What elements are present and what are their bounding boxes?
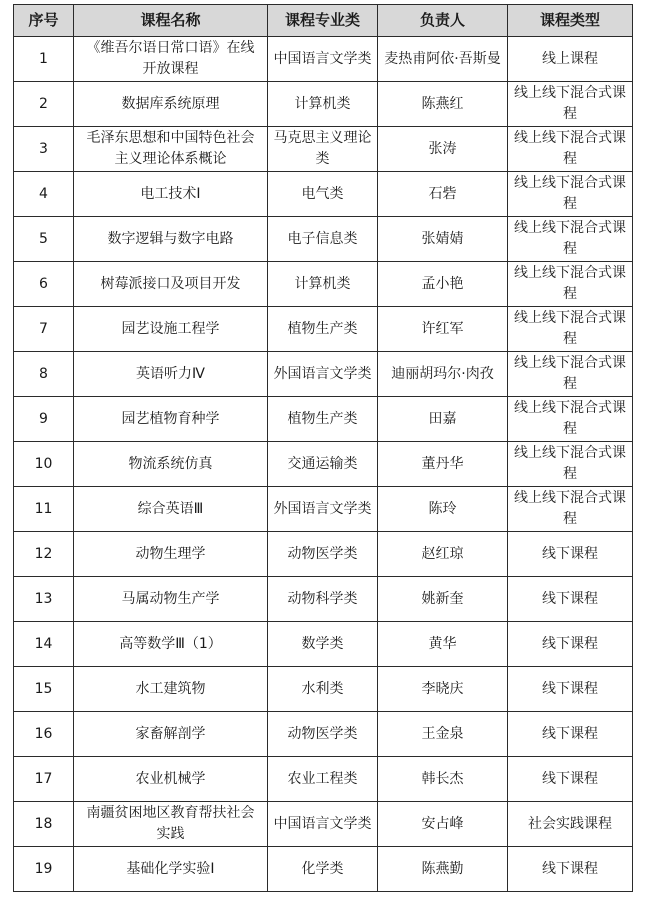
cell-course-type: 线上线下混合式课程 bbox=[508, 397, 633, 442]
cell-course-category: 马克思主义理论类 bbox=[268, 127, 378, 172]
cell-instructor: 姚新奎 bbox=[378, 577, 508, 622]
table-row bbox=[14, 712, 633, 757]
cell-course-category: 数学类 bbox=[268, 622, 378, 667]
table-row bbox=[14, 37, 633, 82]
cell-course-type: 线上线下混合式课程 bbox=[508, 262, 633, 307]
cell-course-category: 化学类 bbox=[268, 847, 378, 892]
cell-course-type: 社会实践课程 bbox=[508, 802, 633, 847]
header-course-category: 课程专业类 bbox=[268, 5, 378, 37]
cell-course-type: 线上线下混合式课程 bbox=[508, 217, 633, 262]
cell-instructor: 陈玲 bbox=[378, 487, 508, 532]
header-course-type: 课程类型 bbox=[508, 5, 633, 37]
course-table-container bbox=[13, 4, 633, 892]
cell-index: 12 bbox=[14, 532, 74, 577]
cell-course-category: 外国语言文学类 bbox=[268, 487, 378, 532]
cell-course-category: 电气类 bbox=[268, 172, 378, 217]
cell-index: 4 bbox=[14, 172, 74, 217]
course-table bbox=[13, 4, 633, 892]
cell-course-category: 动物医学类 bbox=[268, 712, 378, 757]
cell-index: 15 bbox=[14, 667, 74, 712]
cell-course-name: 园艺设施工程学 bbox=[74, 307, 268, 352]
cell-course-type: 线下课程 bbox=[508, 712, 633, 757]
cell-course-category: 农业工程类 bbox=[268, 757, 378, 802]
cell-instructor: 韩长杰 bbox=[378, 757, 508, 802]
cell-course-name: 基础化学实验Ⅰ bbox=[74, 847, 268, 892]
cell-course-name: 家畜解剖学 bbox=[74, 712, 268, 757]
cell-instructor: 田嘉 bbox=[378, 397, 508, 442]
cell-instructor: 张涛 bbox=[378, 127, 508, 172]
table-row bbox=[14, 127, 633, 172]
cell-instructor: 麦热甫阿依·吾斯曼 bbox=[378, 37, 508, 82]
table-row bbox=[14, 667, 633, 712]
cell-index: 1 bbox=[14, 37, 74, 82]
cell-course-name: 树莓派接口及项目开发 bbox=[74, 262, 268, 307]
table-row bbox=[14, 622, 633, 667]
table-row bbox=[14, 397, 633, 442]
cell-index: 5 bbox=[14, 217, 74, 262]
cell-instructor: 张婧婧 bbox=[378, 217, 508, 262]
cell-course-type: 线上线下混合式课程 bbox=[508, 487, 633, 532]
cell-course-category: 电子信息类 bbox=[268, 217, 378, 262]
cell-index: 8 bbox=[14, 352, 74, 397]
header-index: 序号 bbox=[14, 5, 74, 37]
cell-course-name: 水工建筑物 bbox=[74, 667, 268, 712]
cell-course-category: 外国语言文学类 bbox=[268, 352, 378, 397]
table-row bbox=[14, 487, 633, 532]
table-row bbox=[14, 217, 633, 262]
cell-course-type: 线上线下混合式课程 bbox=[508, 82, 633, 127]
cell-course-name: 《维吾尔语日常口语》在线开放课程 bbox=[74, 37, 268, 82]
cell-course-type: 线上线下混合式课程 bbox=[508, 307, 633, 352]
cell-instructor: 许红军 bbox=[378, 307, 508, 352]
cell-course-name: 高等数学Ⅲ（1） bbox=[74, 622, 268, 667]
cell-course-type: 线上线下混合式课程 bbox=[508, 172, 633, 217]
cell-instructor: 安占峰 bbox=[378, 802, 508, 847]
cell-course-name: 马属动物生产学 bbox=[74, 577, 268, 622]
cell-instructor: 王金泉 bbox=[378, 712, 508, 757]
cell-index: 16 bbox=[14, 712, 74, 757]
cell-course-type: 线下课程 bbox=[508, 577, 633, 622]
cell-course-category: 植物生产类 bbox=[268, 397, 378, 442]
table-row bbox=[14, 757, 633, 802]
table-row bbox=[14, 442, 633, 487]
cell-course-category: 中国语言文学类 bbox=[268, 37, 378, 82]
cell-index: 18 bbox=[14, 802, 74, 847]
cell-instructor: 孟小艳 bbox=[378, 262, 508, 307]
cell-course-name: 综合英语Ⅲ bbox=[74, 487, 268, 532]
cell-course-name: 农业机械学 bbox=[74, 757, 268, 802]
cell-course-type: 线下课程 bbox=[508, 847, 633, 892]
cell-instructor: 董丹华 bbox=[378, 442, 508, 487]
cell-course-type: 线下课程 bbox=[508, 532, 633, 577]
cell-course-name: 南疆贫困地区教育帮扶社会实践 bbox=[74, 802, 268, 847]
cell-instructor: 陈燕勤 bbox=[378, 847, 508, 892]
table-row bbox=[14, 352, 633, 397]
cell-course-category: 交通运输类 bbox=[268, 442, 378, 487]
cell-course-name: 物流系统仿真 bbox=[74, 442, 268, 487]
cell-course-category: 动物科学类 bbox=[268, 577, 378, 622]
table-row bbox=[14, 802, 633, 847]
table-row bbox=[14, 532, 633, 577]
cell-course-category: 水利类 bbox=[268, 667, 378, 712]
header-instructor: 负责人 bbox=[378, 5, 508, 37]
cell-index: 7 bbox=[14, 307, 74, 352]
cell-course-category: 植物生产类 bbox=[268, 307, 378, 352]
cell-course-name: 毛泽东思想和中国特色社会主义理论体系概论 bbox=[74, 127, 268, 172]
cell-course-category: 动物医学类 bbox=[268, 532, 378, 577]
table-body bbox=[14, 37, 633, 892]
cell-index: 3 bbox=[14, 127, 74, 172]
cell-index: 19 bbox=[14, 847, 74, 892]
table-row bbox=[14, 847, 633, 892]
cell-index: 17 bbox=[14, 757, 74, 802]
cell-course-type: 线下课程 bbox=[508, 667, 633, 712]
cell-index: 14 bbox=[14, 622, 74, 667]
cell-course-name: 电工技术Ⅰ bbox=[74, 172, 268, 217]
table-row bbox=[14, 577, 633, 622]
cell-index: 10 bbox=[14, 442, 74, 487]
cell-course-type: 线下课程 bbox=[508, 622, 633, 667]
cell-course-name: 数字逻辑与数字电路 bbox=[74, 217, 268, 262]
cell-course-name: 英语听力Ⅳ bbox=[74, 352, 268, 397]
cell-instructor: 陈燕红 bbox=[378, 82, 508, 127]
cell-course-name: 动物生理学 bbox=[74, 532, 268, 577]
cell-instructor: 黄华 bbox=[378, 622, 508, 667]
cell-index: 13 bbox=[14, 577, 74, 622]
table-row bbox=[14, 262, 633, 307]
cell-course-category: 中国语言文学类 bbox=[268, 802, 378, 847]
cell-instructor: 迪丽胡玛尔·肉孜 bbox=[378, 352, 508, 397]
cell-index: 6 bbox=[14, 262, 74, 307]
cell-instructor: 石砦 bbox=[378, 172, 508, 217]
cell-index: 2 bbox=[14, 82, 74, 127]
cell-course-name: 数据库系统原理 bbox=[74, 82, 268, 127]
cell-course-type: 线上课程 bbox=[508, 37, 633, 82]
table-row bbox=[14, 307, 633, 352]
cell-course-name: 园艺植物育种学 bbox=[74, 397, 268, 442]
cell-course-type: 线上线下混合式课程 bbox=[508, 442, 633, 487]
cell-course-type: 线下课程 bbox=[508, 757, 633, 802]
cell-index: 11 bbox=[14, 487, 74, 532]
cell-instructor: 赵红琼 bbox=[378, 532, 508, 577]
header-course-name: 课程名称 bbox=[74, 5, 268, 37]
cell-course-category: 计算机类 bbox=[268, 82, 378, 127]
header-row bbox=[14, 5, 633, 37]
table-row bbox=[14, 172, 633, 217]
cell-course-category: 计算机类 bbox=[268, 262, 378, 307]
cell-index: 9 bbox=[14, 397, 74, 442]
table-row bbox=[14, 82, 633, 127]
cell-course-type: 线上线下混合式课程 bbox=[508, 127, 633, 172]
cell-instructor: 李晓庆 bbox=[378, 667, 508, 712]
cell-course-type: 线上线下混合式课程 bbox=[508, 352, 633, 397]
table-header bbox=[14, 5, 633, 37]
